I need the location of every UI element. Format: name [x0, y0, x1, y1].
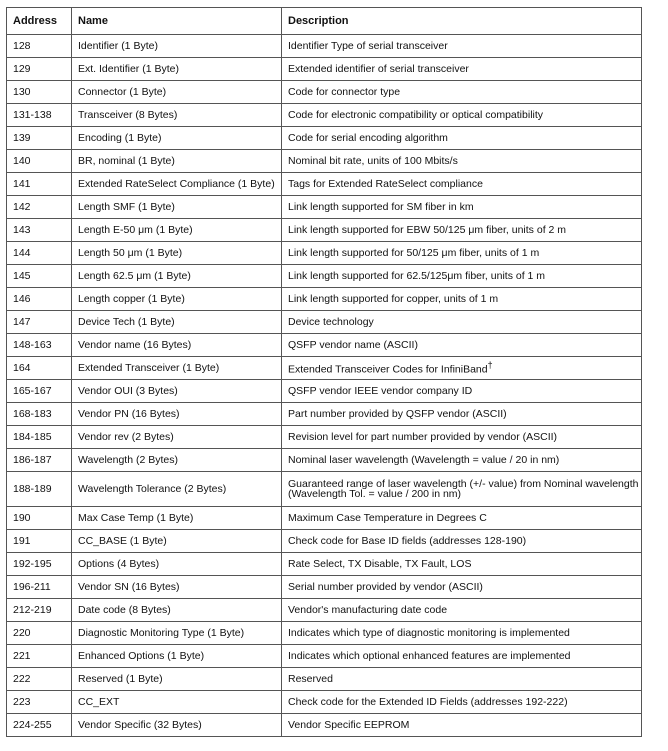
- address-cell: [7, 380, 72, 403]
- description-cell-text: Device technology: [288, 316, 374, 328]
- table-row: [7, 357, 642, 380]
- description-cell-text: Rate Select, TX Disable, TX Fault, LOS: [288, 558, 472, 570]
- address-cell-text: 145: [13, 270, 31, 282]
- name-cell: [72, 530, 282, 553]
- address-cell-text: 184-185: [13, 431, 52, 443]
- name-cell: [72, 449, 282, 472]
- name-cell: [72, 553, 282, 576]
- address-cell-text: 212-219: [13, 604, 52, 616]
- address-cell: [7, 173, 72, 196]
- description-cell-text: Code for connector type: [288, 86, 401, 98]
- address-cell: [7, 58, 72, 81]
- table-row: [7, 403, 642, 426]
- description-cell-text: Vendor Specific EEPROM: [288, 719, 410, 731]
- address-cell-text: 148-163: [13, 339, 52, 351]
- address-cell-text: 186-187: [13, 454, 52, 466]
- description-cell: [282, 81, 642, 104]
- name-cell: [72, 288, 282, 311]
- address-cell: [7, 507, 72, 530]
- table-row: [7, 691, 642, 714]
- name-cell: [72, 173, 282, 196]
- name-cell-text: Options (4 Bytes): [78, 558, 160, 570]
- address-cell: [7, 714, 72, 737]
- table-row: [7, 622, 642, 645]
- address-cell: [7, 150, 72, 173]
- name-cell: [72, 242, 282, 265]
- address-cell-text: 146: [13, 293, 31, 305]
- table-row: [7, 334, 642, 357]
- description-cell: [282, 242, 642, 265]
- name-cell-text: CC_BASE (1 Byte): [78, 535, 167, 547]
- name-cell: [72, 334, 282, 357]
- name-cell-text: CC_EXT: [78, 696, 120, 708]
- table-row: [7, 288, 642, 311]
- table-row: [7, 380, 642, 403]
- name-cell-text: Enhanced Options (1 Byte): [78, 650, 205, 662]
- address-cell-text: 147: [13, 316, 31, 328]
- name-cell-text: Max Case Temp (1 Byte): [78, 512, 194, 524]
- description-cell-text: Code for electronic compatibility or optical compatibility: [288, 109, 544, 121]
- address-cell-text: 192-195: [13, 558, 52, 570]
- address-cell: [7, 288, 72, 311]
- address-cell: [7, 553, 72, 576]
- address-cell-text: 141: [13, 178, 31, 190]
- table-row: [7, 104, 642, 127]
- table-row: [7, 265, 642, 288]
- name-cell: [72, 58, 282, 81]
- description-cell: [282, 196, 642, 219]
- description-cell: [282, 311, 642, 334]
- name-cell-text: Identifier (1 Byte): [78, 40, 158, 52]
- description-cell-text: Identifier Type of serial transceiver: [288, 40, 448, 52]
- name-cell-text: Length copper (1 Byte): [78, 293, 185, 305]
- description-cell: [282, 472, 642, 507]
- address-cell: [7, 403, 72, 426]
- name-cell: [72, 196, 282, 219]
- table-row: [7, 58, 642, 81]
- name-cell: [72, 507, 282, 530]
- address-cell-text: 191: [13, 535, 31, 547]
- address-cell: [7, 668, 72, 691]
- description-cell: [282, 380, 642, 403]
- description-cell: [282, 553, 642, 576]
- description-cell: [282, 622, 642, 645]
- name-cell: [72, 265, 282, 288]
- eeprom-address-table: [6, 7, 642, 737]
- footnote-dagger-mark: †: [487, 360, 493, 371]
- description-cell: [282, 403, 642, 426]
- address-cell: [7, 472, 72, 507]
- table-row: [7, 507, 642, 530]
- name-cell-text: Vendor PN (16 Bytes): [78, 408, 180, 420]
- description-cell-text: Nominal bit rate, units of 100 Mbits/s: [288, 155, 458, 167]
- table-row: [7, 81, 642, 104]
- table-row: [7, 150, 642, 173]
- name-cell: [72, 380, 282, 403]
- description-column-header: Description: [282, 8, 642, 35]
- name-cell: [72, 714, 282, 737]
- name-cell: [72, 81, 282, 104]
- table-row: [7, 668, 642, 691]
- table-row: [7, 426, 642, 449]
- description-cell: [282, 691, 642, 714]
- table-row: [7, 219, 642, 242]
- name-cell: [72, 472, 282, 507]
- table-row: [7, 553, 642, 576]
- description-cell: [282, 357, 642, 380]
- table-row: [7, 599, 642, 622]
- name-cell-text: Connector (1 Byte): [78, 86, 167, 98]
- description-cell-text: Part number provided by QSFP vendor (ASCII): [288, 408, 507, 420]
- name-cell: [72, 691, 282, 714]
- name-cell-text: Extended Transceiver (1 Byte): [78, 362, 220, 374]
- description-cell: [282, 265, 642, 288]
- name-cell: [72, 403, 282, 426]
- name-cell: [72, 219, 282, 242]
- description-cell: [282, 334, 642, 357]
- header-row: [7, 8, 642, 35]
- name-cell-text: Length 62.5 μm (1 Byte): [78, 270, 191, 282]
- address-cell: [7, 196, 72, 219]
- address-cell-text: 168-183: [13, 408, 52, 420]
- table-body: [7, 35, 642, 737]
- name-column-header: Name: [72, 8, 282, 35]
- description-cell: [282, 576, 642, 599]
- name-cell-text: Encoding (1 Byte): [78, 132, 162, 144]
- table-row: [7, 530, 642, 553]
- address-cell: [7, 691, 72, 714]
- description-cell: [282, 507, 642, 530]
- description-cell-text: Link length supported for SM fiber in km: [288, 201, 474, 213]
- table-row: [7, 35, 642, 58]
- address-cell-text: 128: [13, 40, 31, 52]
- description-cell-text: Revision level for part number provided by vendor (ASCII): [288, 431, 558, 443]
- name-cell: [72, 104, 282, 127]
- description-cell: [282, 35, 642, 58]
- name-cell: [72, 668, 282, 691]
- description-cell-text: Nominal laser wavelength (Wavelength = value / 20 in nm): [288, 454, 560, 466]
- name-cell: [72, 622, 282, 645]
- table-row: [7, 576, 642, 599]
- address-cell: [7, 449, 72, 472]
- address-cell-text: 224-255: [13, 719, 52, 731]
- name-cell: [72, 35, 282, 58]
- description-cell: [282, 668, 642, 691]
- table-row: [7, 449, 642, 472]
- description-cell-text: Link length supported for copper, units of 1 m: [288, 293, 499, 305]
- name-cell-text: Transceiver (8 Bytes): [78, 109, 178, 121]
- description-cell: [282, 219, 642, 242]
- address-cell: [7, 81, 72, 104]
- name-cell-text: Device Tech (1 Byte): [78, 316, 175, 328]
- description-cell: [282, 127, 642, 150]
- name-cell-text: Date code (8 Bytes): [78, 604, 171, 616]
- name-cell: [72, 311, 282, 334]
- address-column-header: Address: [7, 8, 72, 35]
- name-cell-text: Ext. Identifier (1 Byte): [78, 63, 179, 75]
- address-cell-text: 142: [13, 201, 31, 213]
- address-cell: [7, 426, 72, 449]
- address-cell-text: 131-138: [13, 109, 52, 121]
- table-row: [7, 311, 642, 334]
- description-cell-text: QSFP vendor name (ASCII): [288, 339, 418, 351]
- address-cell-text: 190: [13, 512, 31, 524]
- description-cell-text: Code for serial encoding algorithm: [288, 132, 448, 144]
- description-cell: [282, 104, 642, 127]
- description-cell-text: Check code for Base ID fields (addresses 128-190): [288, 535, 527, 547]
- address-cell-text: 221: [13, 650, 31, 662]
- name-cell-text: Vendor SN (16 Bytes): [78, 581, 180, 593]
- description-cell-text: Check code for the Extended ID Fields (addresses 192-222): [288, 696, 568, 708]
- address-cell: [7, 242, 72, 265]
- address-cell: [7, 265, 72, 288]
- table-row: [7, 714, 642, 737]
- description-cell-text: Link length supported for 62.5/125μm fiber, units of 1 m: [288, 270, 546, 282]
- address-cell: [7, 576, 72, 599]
- description-cell: [282, 714, 642, 737]
- description-cell: [282, 288, 642, 311]
- name-cell-text: BR, nominal (1 Byte): [78, 155, 175, 167]
- description-cell-text: Link length supported for EBW 50/125 μm fiber, units of 2 m: [288, 224, 567, 236]
- table-row: [7, 242, 642, 265]
- name-cell-text: Vendor OUI (3 Bytes): [78, 385, 178, 397]
- address-cell-text: 165-167: [13, 385, 52, 397]
- description-cell-text: Link length supported for 50/125 μm fiber, units of 1 m: [288, 247, 540, 259]
- table-row: [7, 472, 642, 507]
- address-cell-text: 220: [13, 627, 31, 639]
- address-cell-text: 144: [13, 247, 31, 259]
- table-row: [7, 196, 642, 219]
- name-cell: [72, 127, 282, 150]
- description-cell: [282, 58, 642, 81]
- name-cell-text: Vendor rev (2 Bytes): [78, 431, 174, 443]
- name-cell-text: Extended RateSelect Compliance (1 Byte): [78, 178, 275, 190]
- table-row: [7, 173, 642, 196]
- address-cell-text: 129: [13, 63, 31, 75]
- table-row: [7, 645, 642, 668]
- description-cell: [282, 449, 642, 472]
- name-cell-text: Vendor name (16 Bytes): [78, 339, 192, 351]
- name-cell-text: Wavelength (2 Bytes): [78, 454, 178, 466]
- address-cell-text: 222: [13, 673, 31, 685]
- description-cell-text: Indicates which optional enhanced features are implemented: [288, 650, 571, 662]
- address-cell-text: 130: [13, 86, 31, 98]
- name-cell: [72, 599, 282, 622]
- address-cell-text: 164: [13, 362, 31, 374]
- description-cell: [282, 645, 642, 668]
- description-cell-text: QSFP vendor IEEE vendor company ID: [288, 385, 473, 397]
- description-cell-text: Indicates which type of diagnostic monitoring is implemented: [288, 627, 570, 639]
- address-cell: [7, 357, 72, 380]
- description-cell-text: Extended Transceiver Codes for InfiniBand: [288, 363, 488, 376]
- description-cell-text: Extended identifier of serial transceiver: [288, 63, 469, 75]
- address-cell: [7, 104, 72, 127]
- address-cell: [7, 35, 72, 58]
- address-cell: [7, 645, 72, 668]
- name-cell-text: Diagnostic Monitoring Type (1 Byte): [78, 627, 245, 639]
- address-cell: [7, 127, 72, 150]
- address-cell: [7, 219, 72, 242]
- name-cell-text: Length E-50 μm (1 Byte): [78, 224, 193, 236]
- address-cell-text: 188-189: [13, 483, 52, 495]
- address-cell: [7, 334, 72, 357]
- name-cell-text: Length 50 μm (1 Byte): [78, 247, 183, 259]
- address-cell-text: 143: [13, 224, 31, 236]
- description-cell: [282, 173, 642, 196]
- name-cell-text: Reserved (1 Byte): [78, 673, 163, 685]
- address-cell-text: 139: [13, 132, 31, 144]
- address-cell: [7, 599, 72, 622]
- description-cell-text: Tags for Extended RateSelect compliance: [288, 178, 483, 190]
- name-cell: [72, 150, 282, 173]
- address-cell: [7, 622, 72, 645]
- description-cell-text: Vendor's manufacturing date code: [288, 604, 448, 616]
- name-cell: [72, 357, 282, 380]
- description-cell-text: Reserved: [288, 673, 333, 685]
- description-cell-text: Guaranteed range of laser wavelength (+/- value) from Nominal wavelength (Wavelength Tol. = value / 200 in nm): [288, 478, 639, 500]
- address-cell-text: 196-211: [13, 581, 51, 593]
- name-cell-text: Wavelength Tolerance (2 Bytes): [78, 483, 227, 495]
- table-row: [7, 127, 642, 150]
- description-cell: [282, 150, 642, 173]
- address-cell: [7, 311, 72, 334]
- address-cell: [7, 530, 72, 553]
- description-cell-text: Maximum Case Temperature in Degrees C: [288, 512, 487, 524]
- name-cell-text: Length SMF (1 Byte): [78, 201, 175, 213]
- description-cell: [282, 530, 642, 553]
- name-cell-text: Vendor Specific (32 Bytes): [78, 719, 202, 731]
- description-cell-text: Serial number provided by vendor (ASCII): [288, 581, 483, 593]
- name-cell: [72, 426, 282, 449]
- name-cell: [72, 645, 282, 668]
- address-cell-text: 223: [13, 696, 31, 708]
- description-cell: [282, 599, 642, 622]
- address-cell-text: 140: [13, 155, 31, 167]
- description-cell: [282, 426, 642, 449]
- name-cell: [72, 576, 282, 599]
